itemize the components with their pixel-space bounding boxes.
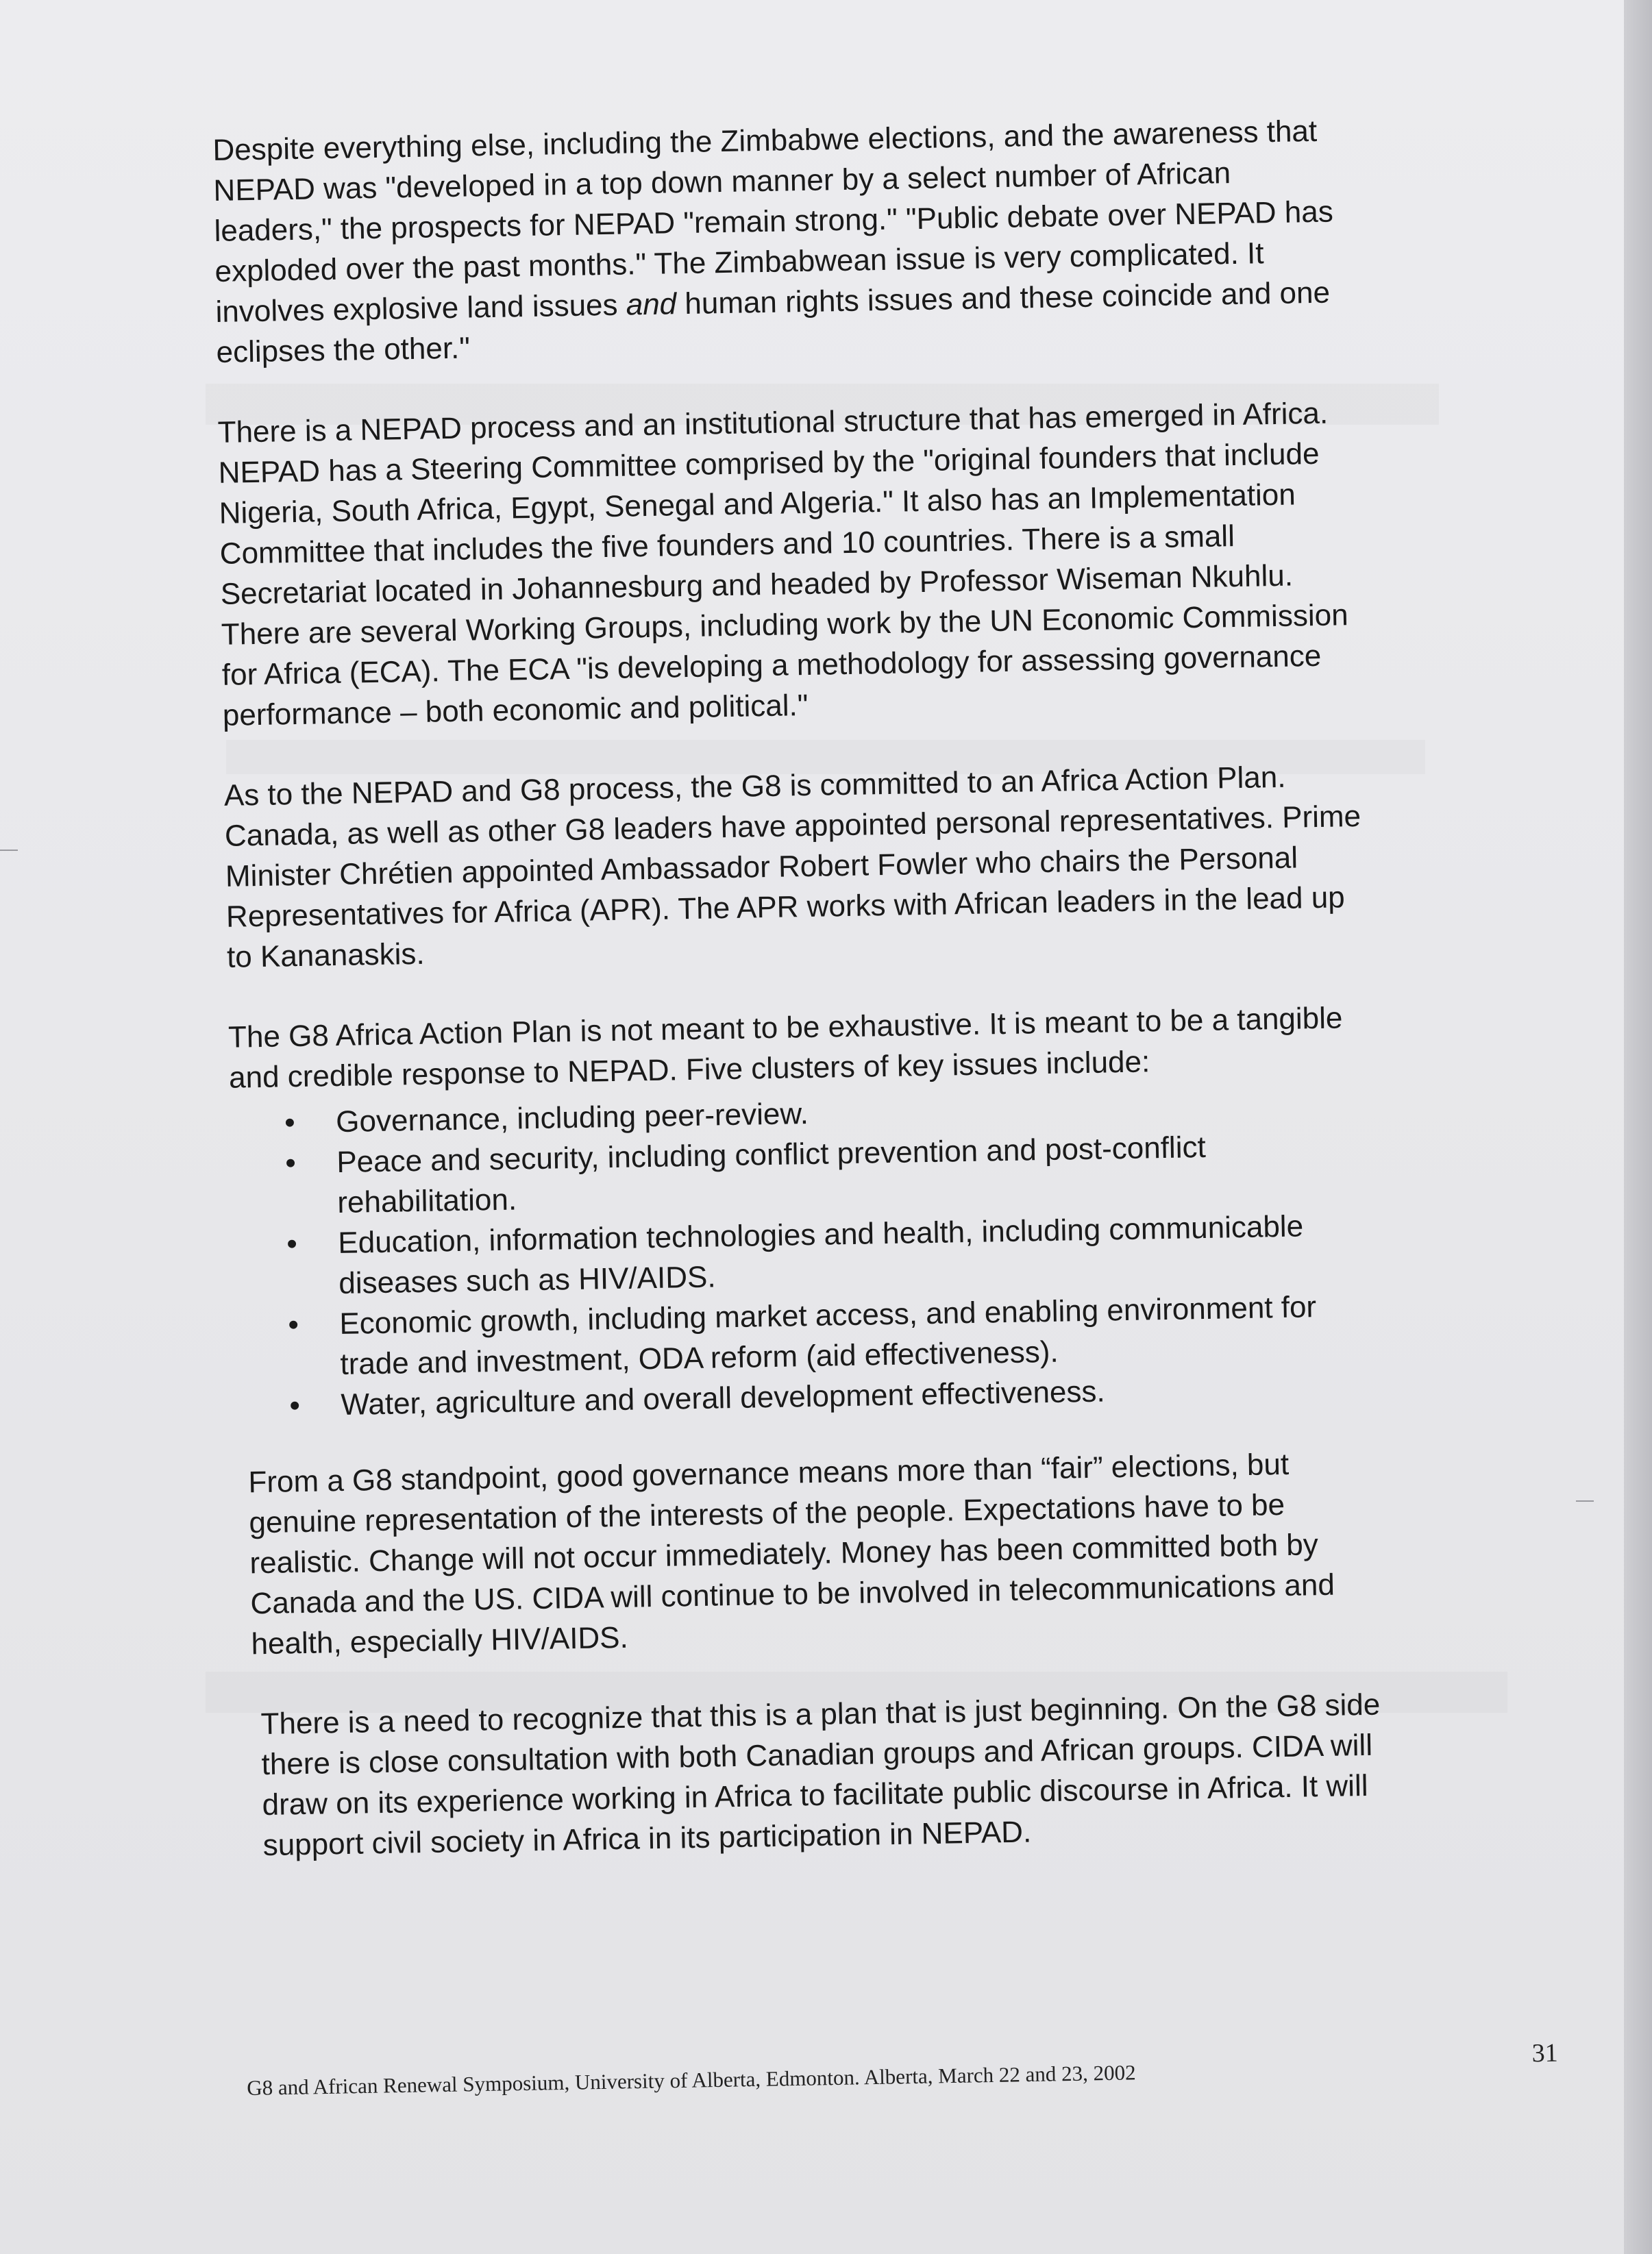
paragraph-4	[228, 995, 1531, 1098]
text-line: support civil society in Africa in its participation in NEPAD.	[262, 1815, 1032, 1863]
text-line: to Kananaskis.	[226, 937, 426, 974]
text-line: NEPAD has a Steering Committee comprised by the "original founders that include	[218, 436, 1320, 490]
margin-mark	[1576, 1500, 1594, 1502]
page-footer	[247, 2038, 1559, 2100]
text-line: leaders," the prospects for NEPAD "remain strong." "Public debate over NEPAD has	[214, 195, 1334, 248]
text-line: From a G8 standpoint, good governance means more than “fair” elections, but	[248, 1447, 1290, 1500]
text-line: realistic. Change will not occur immediately. Money has been committed both by	[249, 1528, 1319, 1581]
text-line: Education, information technologies and health, including communicable	[337, 1209, 1304, 1261]
footer-citation: G8 and African Renewal Symposium, University of Alberta, Edmonton. Alberta, March 22 and 23, 2002	[247, 2060, 1136, 2100]
margin-mark	[0, 850, 18, 851]
paragraph-3	[223, 753, 1529, 978]
text-line: Minister Chrétien appointed Ambassador Robert Fowler who chairs the Personal	[225, 841, 1298, 893]
main-body-text	[212, 108, 1545, 1906]
key-issues-list	[230, 1081, 1537, 1427]
text-line: As to the NEPAD and G8 process, the G8 is committed to an Africa Action Plan.	[223, 760, 1286, 813]
text-line: Water, agriculture and overall development effectiveness.	[341, 1374, 1106, 1422]
text-line: performance – both economic and political."	[222, 688, 809, 732]
text-line: genuine representation of the interests of the people. Expectations have to be	[249, 1487, 1285, 1540]
text-line: draw on its experience working in Africa to facilitate public discourse in Africa. It will	[262, 1768, 1368, 1822]
text-line: diseases such as HIV/AIDS.	[338, 1260, 717, 1301]
bullet-icon: •	[289, 1389, 301, 1423]
text-line: Governance, including peer-review.	[335, 1097, 809, 1139]
page-number: 31	[1531, 2038, 1559, 2068]
bullet-icon: •	[284, 1146, 297, 1180]
text-line: rehabilitation.	[336, 1182, 517, 1220]
text-line: NEPAD was "developed in a top down manner by a select number of African	[213, 156, 1231, 208]
text-line: eclipses the other."	[216, 331, 471, 369]
paragraph-2	[217, 390, 1525, 736]
bullet-icon: •	[288, 1308, 299, 1342]
text-line: Representatives for Africa (APR). The APR works with African leaders in the lead up	[225, 880, 1346, 934]
text-line: trade and investment, ODA reform (aid effectiveness).	[340, 1335, 1059, 1382]
paragraph-6	[240, 1681, 1544, 1866]
text-line: exploded over the past months." The Zimbabwean issue is very complicated. It	[214, 236, 1264, 288]
italic-emphasis: and	[626, 287, 677, 322]
text-line: Canada and the US. CIDA will continue to be involved in telecommunications and	[250, 1568, 1335, 1621]
paragraph-5	[236, 1440, 1541, 1665]
text-line: there is close consultation with both Canadian groups and African groups. CIDA will	[261, 1728, 1373, 1782]
page-edge	[1624, 0, 1652, 2254]
bullet-icon: •	[286, 1227, 298, 1261]
text-line: The G8 Africa Action Plan is not meant to be exhaustive. It is meant to be a tangible	[227, 1001, 1343, 1054]
text-line: Peace and security, including conflict prevention and post-conflict	[336, 1130, 1207, 1180]
text-line: Committee that includes the five founders and 10 countries. There is a small	[219, 519, 1235, 571]
text-line: There is a NEPAD process and an institutional structure that has emerged in Africa.	[217, 396, 1329, 449]
text-span: human rights issues and these coincide and one	[676, 275, 1331, 321]
text-line: health, especially HIV/AIDS.	[251, 1620, 629, 1661]
text-line: There are several Working Groups, including work by the UN Economic Commission	[221, 598, 1348, 652]
text-line: Despite everything else, including the Zimbabwe elections, and the awareness that	[212, 114, 1318, 167]
text-line: Nigeria, South Africa, Egypt, Senegal and Algeria." It also has an Implementation	[219, 478, 1296, 530]
text-line: There is a need to recognize that this is a plan that is just beginning. On the G8 side	[260, 1687, 1381, 1742]
text-line: Canada, as well as other G8 leaders have appointed personal representatives. Prime	[224, 799, 1361, 853]
text-line: Secretariat located in Johannesburg and headed by Professor Wiseman Nkuhlu.	[220, 558, 1294, 611]
bullet-icon: •	[284, 1106, 296, 1140]
text-line: and credible response to NEPAD. Five clusters of key issues include:	[228, 1045, 1150, 1095]
text-line: Economic growth, including market access, and enabling environment for	[339, 1290, 1317, 1341]
text-line: for Africa (ECA). The ECA "is developing a methodology for assessing governance	[221, 639, 1322, 692]
paragraph-1	[212, 108, 1518, 373]
text-span: involves explosive land issues	[215, 288, 627, 329]
